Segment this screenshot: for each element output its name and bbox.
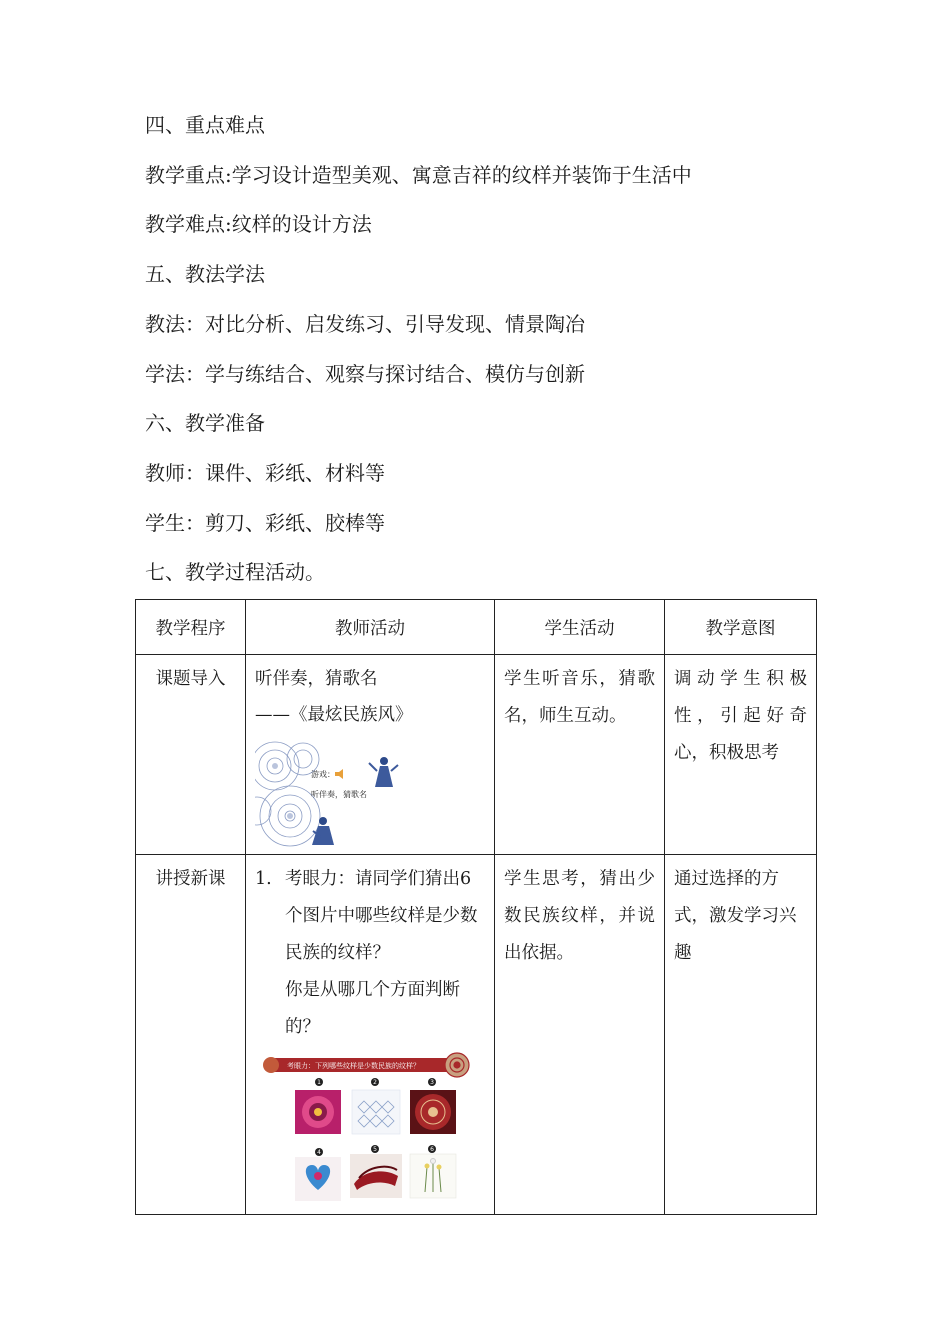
- pattern-number: 6: [430, 1146, 434, 1153]
- pattern-image-5: [350, 1154, 402, 1198]
- teacher-activity-line2: ——《最炫民族风》: [255, 705, 413, 725]
- heading-preparation: 六、教学准备: [145, 411, 265, 435]
- student-activity-cell: [495, 855, 665, 1215]
- stage-cell: [136, 855, 246, 1215]
- learning-method: 学法：学与练结合、观察与探讨结合、模仿与创新: [145, 362, 585, 386]
- stage-cell: [136, 655, 246, 855]
- table-header-row: [136, 600, 817, 655]
- pattern-image-1: [295, 1090, 341, 1134]
- teaching-method: 教法：对比分析、启发练习、引导发现、情景陶冶: [145, 312, 585, 336]
- stage-label: 课题导入: [155, 669, 226, 689]
- pattern-number: 2: [373, 1079, 377, 1086]
- pattern-number: 1: [317, 1079, 321, 1086]
- intent-cell: [665, 655, 817, 855]
- pattern-image-2: [352, 1090, 400, 1134]
- teacher-activity-cell: [246, 855, 495, 1215]
- table-row: [136, 655, 817, 855]
- pattern-image-3: [410, 1090, 456, 1134]
- header-stage: 教学程序: [136, 600, 246, 655]
- teaching-focus: 教学重点:学习设计造型美观、寓意吉祥的纹样并装饰于生活中: [145, 163, 692, 187]
- header-teacher-activity: 教师活动: [246, 600, 495, 655]
- pattern-number: 5: [373, 1146, 377, 1153]
- teacher-question-1: 考眼力：请同学们猜出6个图片中哪些纹样是少数民族的纹样？: [285, 869, 478, 963]
- heading-methods: 五、教法学法: [145, 262, 265, 286]
- banner-bar: [263, 1057, 455, 1073]
- student-preparation: 学生：剪刀、彩纸、胶棒等: [145, 511, 385, 535]
- stage-label: 讲授新课: [155, 869, 226, 889]
- pattern-number: 3: [430, 1079, 434, 1086]
- pattern-image-4: [295, 1157, 341, 1201]
- teaching-difficulty: 教学难点:纹样的设计方法: [145, 212, 372, 236]
- header-intent: 教学意图: [665, 600, 817, 655]
- teacher-activity-cell: [246, 655, 495, 855]
- slide-thumbnail-music-game: [255, 741, 405, 851]
- slide-game-label: 游戏：: [311, 770, 335, 779]
- student-activity-cell: [495, 655, 665, 855]
- slide-caption: 听伴奏，猜歌名: [311, 790, 367, 799]
- slide-banner-text: 考眼力：下列哪些纹样是少数民族的纹样？: [287, 1062, 420, 1070]
- teacher-preparation: 教师：课件、彩纸、材料等: [145, 461, 385, 485]
- pattern-number: 4: [317, 1149, 321, 1156]
- intent-cell: [665, 855, 817, 1215]
- student-activity-text: 学生思考，猜出少数民族纹样，并说出依据。: [504, 869, 655, 963]
- student-activity-text: 学生听音乐，猜歌名，师生互动。: [504, 669, 655, 726]
- header-student-activity: 学生活动: [495, 600, 665, 655]
- mandala-icon: [445, 1053, 469, 1077]
- slide-thumbnail-pattern-quiz: [255, 1052, 475, 1207]
- teacher-question-2: 你是从哪几个方面判断的？: [285, 980, 460, 1037]
- teacher-activity-line1: 听伴奏，猜歌名: [255, 669, 378, 689]
- pattern-image-6: [410, 1154, 456, 1198]
- item-number: 1.: [255, 869, 272, 889]
- table-row: [136, 855, 817, 1215]
- heading-key-points: 四、重点难点: [145, 113, 265, 137]
- heading-process: 七、教学过程活动。: [145, 560, 325, 584]
- intent-text: 调动学生积极性，引起好奇心，积极思考: [674, 669, 807, 763]
- lesson-process-table: [135, 599, 817, 1215]
- intent-text: 通过选择的方式，激发学习兴趣: [674, 869, 797, 963]
